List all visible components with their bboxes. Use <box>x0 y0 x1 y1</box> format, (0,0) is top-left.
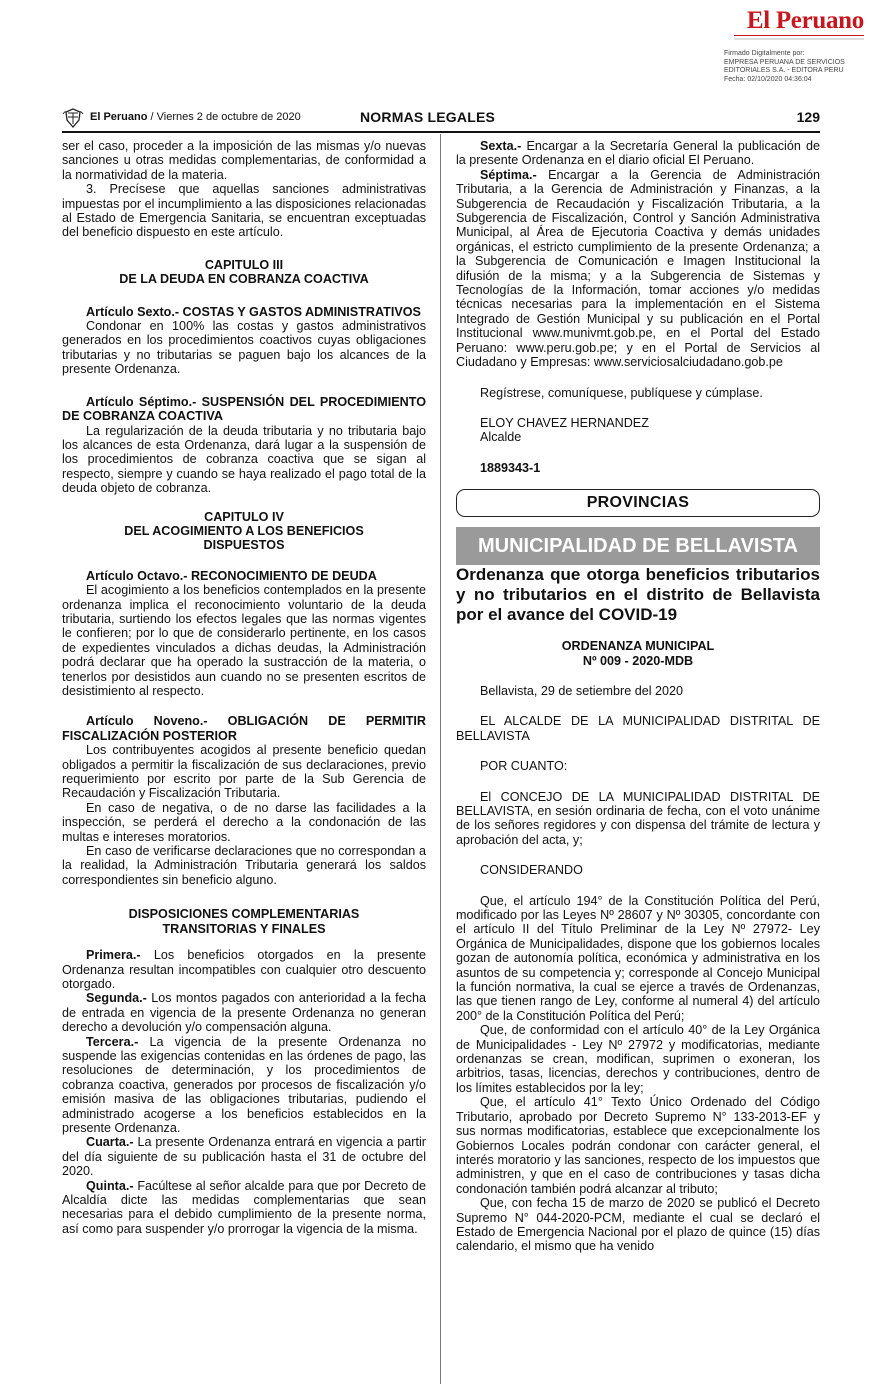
provision-label: Cuarta.- <box>86 1135 134 1150</box>
municipality-banner: MUNICIPALIDAD DE BELLAVISTA <box>456 527 820 565</box>
article-heading: Artículo Sexto.- COSTAS Y GASTOS ADMINISTRATIVOS <box>86 304 421 319</box>
signer-role: Alcalde <box>480 430 522 445</box>
place-date: Bellavista, 29 de setiembre del 2020 <box>480 683 684 698</box>
header-paper: El Peruano <box>90 111 148 123</box>
provision-text: La presente Ordenanza entrará en vigencia a partir del día siguiente de su publicación hasta el 31 de octubre del 2020. <box>62 1135 426 1179</box>
paragraph: Que, de conformidad con el artículo 40° de la Ley Orgánica de Municipalidades - Ley Nº 27972 y modificatorias, mediante ordenanzas se crean, modifican, suprimen o exoneran, los arbitrios, tasas, licencias, derechos y contribuciones, dentro de los límites establecidos por la ley; <box>456 1023 820 1095</box>
ordinance-title: Ordenanza que otorga beneficios tributarios y no tributarios en el distrito de Bellavista por el avance del COVID-19 <box>456 565 820 625</box>
column-divider <box>440 134 441 1384</box>
paragraph: En caso de verificarse declaraciones que no correspondan a la realidad, la Administración Tributaria generará los saldos correspondientes sin beneficio alguno. <box>62 844 426 887</box>
paragraph: 3. Precísese que aquellas sanciones administrativas impuestas por el incumplimiento a las disposiciones relacionadas al Estado de Emergencia Sanitaria, se encuentran exceptuadas del beneficio dispuesto en este artículo. <box>62 182 427 240</box>
header-section: NORMAS LEGALES <box>360 109 496 125</box>
chapter-subtitle: DE LA DEUDA EN COBRANZA COACTIVA <box>119 272 369 287</box>
chapter-title: CAPITULO III <box>204 257 284 272</box>
logo-rule-shadow <box>734 38 864 40</box>
article-heading: Artículo Séptimo.- SUSPENSIÓN DEL PROCEDIMIENTO DE COBRANZA COACTIVA <box>62 394 426 424</box>
alcalde-line: EL ALCALDE DE LA MUNICIPALIDAD DISTRITAL DE BELLAVISTA <box>456 714 820 743</box>
provision-text: La vigencia de la presente Ordenanza no suspende las exigencias contenidas en las órdenes de pago, las resoluciones de determinación, y los procedimientos de cobranza coactiva, generados por procesos de fiscalización y/o emisión masiva de las obligaciones tributarias, pudiendo el administrado acogerse a los beneficios establecidos en la presente Ordenanza. <box>62 1034 426 1135</box>
digital-signature <box>724 50 864 84</box>
provision-label: Tercera.- <box>86 1034 139 1049</box>
provision-text: Facúltese al señor alcalde para que por Decreto de Alcaldía dicte las medidas complementarias que sean necesarias para el debido cumplimiento de la presente norma, así como para suspender y/o prorrogar la vigencia de la misma. <box>62 1178 426 1236</box>
provision-label: Sexta.- <box>480 139 522 153</box>
provincias-banner: PROVINCIAS <box>456 489 820 517</box>
signature-line: EDITORIALES S.A. - EDITORA PERU <box>724 67 844 75</box>
page-number: 129 <box>796 109 820 125</box>
provision <box>456 139 820 168</box>
brand-block <box>724 8 864 84</box>
chapter-subtitle: DEL ACOGIMIENTO A LOS BENEFICIOS DISPUESTOS <box>124 523 364 553</box>
provision-text: Encargar a la Gerencia de Administración Tributaria, a la Gerencia de Administración y Finanzas, a la Subgerencia de Recaudación y Fiscalización Tributaria, a la Subgerencia de Fiscalización, Control y Sanción Administrativa Municipal, al Área de Ejecutoria Coactiva y demás unidades orgánicas, el estricto cumplimiento de la presente Ordenanza; a la Subgerencia de Comunicación e Imagen Institucional la difusión de la misma; y a la Subgerencia de Sistemas y Tecnologías de la Información, tomar acciones y/o medidas técnicas necesarias para la implementación en el Sistema Integrado de Gestión Municipal y su publicación en el Portal Institucional www.munivmt.gob.pe, en el Portal del Estado Peruano: www.peru.gob.pe; y en el Portal de Servicios al Ciudadano y Empresas: www.serviciosalciudadano.gob.pe <box>456 167 820 370</box>
paragraph: Que, el artículo 41° Texto Único Ordenado del Código Tributario, aprobado por Decreto Supremo N° 133-2013-EF y sus normas modificatorias, establece que excepcionalmente los Gobiernos Locales podrán condonar con carácter general, el interés moratorio y las sanciones, respecto de los impuestos que administren, y que en el caso de contribuciones y tasas dicha condonación también podrá alcanzar al tributo; <box>456 1095 820 1196</box>
paragraph: Que, el artículo 194° de la Constitución Política del Perú, modificado por las Leyes Nº 28607 y Nº 30305, concordante con el artículo II del Título Preliminar de la Ley Nº 27972- Ley Orgánica de Municipalidades, dispone que los gobiernos locales gozan de autonomía política, económica y administrativa en los asuntos de su competencia y; corresponde al Concejo Municipal la función normativa, la cual se ejerce a través de Ordenanzas, las que tienen rango de Ley, conforme al numeral 4) del artículo 200° de la Constitución Política del Perú; <box>456 893 820 1023</box>
signature-line: Firmado Digitalmente por: <box>724 50 805 57</box>
paragraph: En caso de negativa, o de no darse las facilidades a la inspección, se perderá el derecho a la condonación de las multas e intereses moratorios. <box>62 800 426 844</box>
section-title: DISPOSICIONES COMPLEMENTARIAS <box>128 907 360 922</box>
paragraph: El acogimiento a los beneficios contemplados en la presente ordenanza implica el reconocimiento voluntario de la deuda tributaria, surtiendo los efectos legales que las normas vigentes le confieren; por lo que de considerarlo pertinente, en los casos de expedientes vinculados a dichas deudas, la Administración podrá declarar que ha operado la sustracción de la materia, o tenerlos por desistidos aun cuando no se presenten escritos de desistimiento al respecto. <box>62 583 426 698</box>
article-heading: Artículo Noveno.- OBLIGACIÓN DE PERMITIR FISCALIZACIÓN POSTERIOR <box>62 714 426 743</box>
ordinance-label: ORDENANZA MUNICIPAL <box>561 639 715 654</box>
publication-code: 1889343-1 <box>480 460 541 475</box>
logo-rule <box>734 35 864 36</box>
chapter-title: CAPITULO IV <box>204 509 284 524</box>
running-header <box>62 107 820 129</box>
provision-label: Primera.- <box>86 948 141 963</box>
section-subtitle: TRANSITORIAS Y FINALES <box>162 921 326 936</box>
provision <box>62 1135 426 1178</box>
header-date: / Viernes 2 de octubre de 2020 <box>147 111 301 123</box>
provision-label: Segunda.- <box>86 991 147 1006</box>
paragraph: Los contribuyentes acogidos al presente beneficio quedan obligados a permitir la fiscalización de sus declaraciones, previo requerimiento por escrito por parte de la Sub Gerencia de Recaudación y Fiscalización Tributaria. <box>62 743 426 801</box>
el-peruano-logo: El Peruano <box>746 7 864 34</box>
signature-line: Fecha: 02/10/2020 04:36:04 <box>724 75 812 83</box>
signer-name: ELOY CHAVEZ HERNANDEZ <box>480 415 649 430</box>
provision <box>456 168 820 370</box>
right-column <box>456 139 820 1254</box>
header-rule <box>62 131 820 133</box>
por-cuanto: POR CUANTO: <box>480 759 568 774</box>
paragraph: Que, con fecha 15 de marzo de 2020 se publicó el Decreto Supremo N° 044-2020-PCM, mediante el cual se declaró el Estado de Emergencia Nacional por el plazo de quince (15) días calendario, el mismo que ha venido <box>456 1196 820 1254</box>
paragraph: ser el caso, proceder a la imposición de las mismas y/o nuevas sanciones u otras medidas complementarias, de conformidad a la normatividad de la materia. <box>62 139 426 182</box>
paragraph: La regularización de la deuda tributaria y no tributaria bajo los alcances de esta Ordenanza, dará lugar a la suspensión de los procedimientos de cobranza coactiva que se sigan al respecto, siempre y cuando se haya realizado el pago total de la deuda objeto de cobranza. <box>62 423 426 496</box>
paragraph: El CONCEJO DE LA MUNICIPALIDAD DISTRITAL DE BELLAVISTA, en sesión ordinaria de fecha, con el voto unánime de los señores regidores y con dispensa del trámite de lectura y aprobación del acta, y; <box>456 789 820 847</box>
provision-label: Quinta.- <box>86 1178 134 1193</box>
coat-of-arms-icon <box>62 108 84 128</box>
signature-line: EMPRESA PERUANA DE SERVICIOS <box>724 58 845 66</box>
article-heading: Artículo Octavo.- RECONOCIMIENTO DE DEUDA <box>86 568 377 583</box>
closing-formula: Regístrese, comuníquese, publíquese y cúmplase. <box>480 385 763 400</box>
provision <box>62 948 426 991</box>
provision <box>62 1179 426 1237</box>
provision <box>62 991 426 1034</box>
provision-text: Encargar a la Secretaría General la publicación de la presente Ordenanza en el diario oficial El Peruano. <box>456 139 820 168</box>
considerando-heading: CONSIDERANDO <box>480 863 583 878</box>
provision-text: Los montos pagados con anterioridad a la fecha de entrada en vigencia de la presente Ordenanza no generan derecho a devolución y/o compensación alguna. <box>62 991 426 1035</box>
header-paper-date <box>90 111 301 123</box>
ordinance-number: Nº 009 - 2020-MDB <box>582 653 694 668</box>
provision <box>62 1035 426 1136</box>
paragraph: Condonar en 100% las costas y gastos administrativos generados en los procedimientos coactivos cuyas obligaciones tributarias y no tributarias se paguen bajo los alcances de la presente Ordenanza. <box>62 319 426 377</box>
provision-text: Los beneficios otorgados en la presente Ordenanza resultan incompatibles con cualquier otro descuento otorgado. <box>62 948 426 991</box>
provision-label: Séptima.- <box>480 167 537 182</box>
left-column <box>62 139 426 1236</box>
